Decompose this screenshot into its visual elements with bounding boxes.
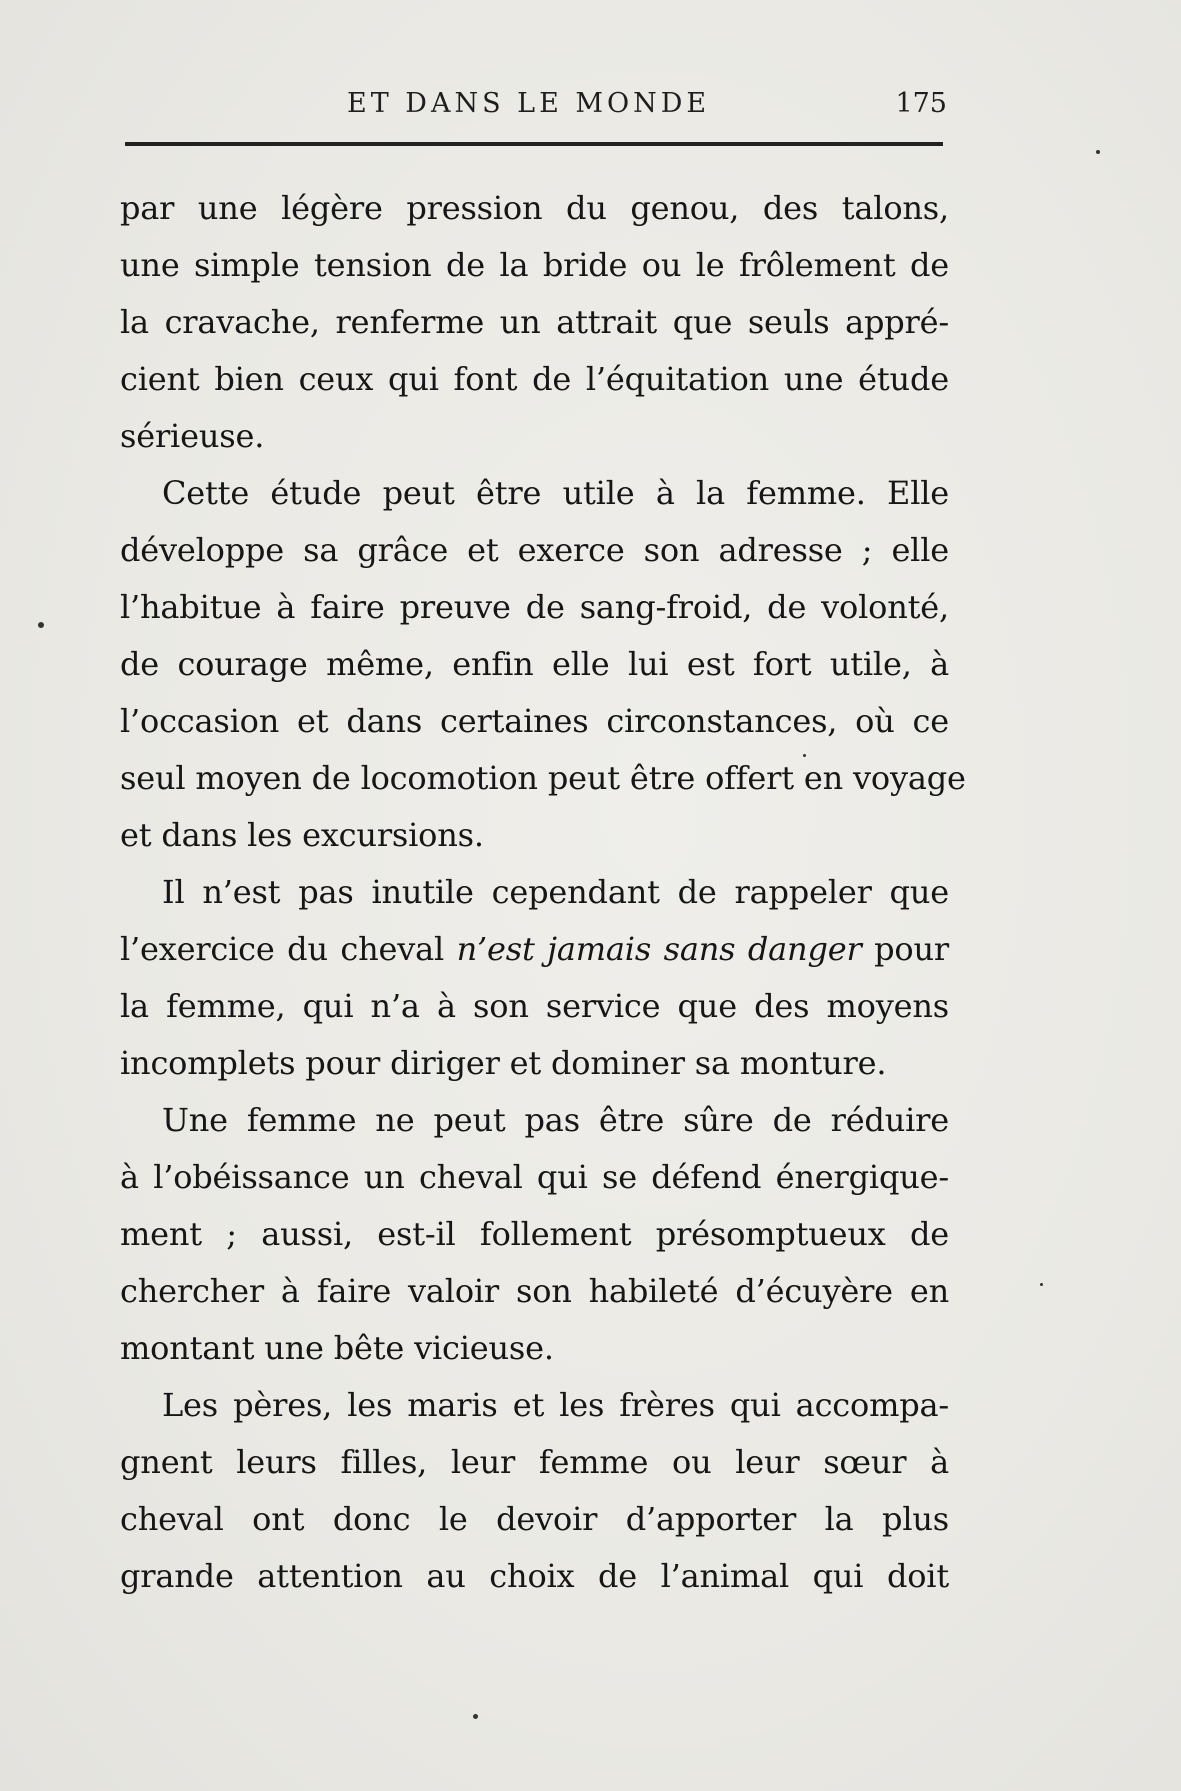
text-line: la cravache, renferme un attrait que seuls appré- (120, 303, 949, 341)
text-line: Il n’est pas inutile cependant de rappeler que (162, 873, 949, 911)
text-line: gnent leurs filles, leur femme ou leur sœur à (120, 1443, 949, 1481)
paper-speck (473, 1714, 478, 1719)
body-text (120, 180, 966, 1605)
header-rule (125, 142, 943, 146)
text-line: de courage même, enfin elle lui est fort utile, à (120, 645, 949, 683)
paper-speck (38, 622, 44, 628)
text-line: ment ; aussi, est-il follement présomptueux de (120, 1215, 949, 1253)
paper-speck (1040, 1283, 1043, 1286)
text-line: chercher à faire valoir son habileté d’écuyère en (120, 1272, 949, 1310)
paper-speck (803, 754, 806, 757)
text-line: l’occasion et dans certaines circonstances, où ce (120, 702, 949, 740)
text-line: seul moyen de locomotion peut être offert en voyage (120, 759, 966, 797)
text-line: montant une bête vicieuse. (120, 1329, 554, 1367)
text-line: la femme, qui n’a à son service que des moyens (120, 987, 949, 1025)
text-line: grande attention au choix de l’animal qui doit (120, 1557, 949, 1595)
text-line: Cette étude peut être utile à la femme. Elle (162, 474, 949, 512)
page-number: 175 (895, 88, 947, 119)
text-line: et dans les excursions. (120, 816, 484, 854)
text-line: Une femme ne peut pas être sûre de réduire (162, 1101, 949, 1139)
text-line: cheval ont donc le devoir d’apporter la plus (120, 1500, 949, 1538)
italic-emphasis: n’est jamais sans danger (456, 930, 862, 968)
running-head (125, 84, 947, 124)
text-line: à l’obéissance un cheval qui se défend énergique- (120, 1158, 949, 1196)
text-line: incomplets pour diriger et dominer sa monture. (120, 1044, 887, 1082)
text-line: une simple tension de la bride ou le frôlement de (120, 246, 949, 284)
text-line: par une légère pression du genou, des talons, (120, 189, 949, 227)
text-line: développe sa grâce et exerce son adresse ; elle (120, 531, 949, 569)
text-line: l’habitue à faire preuve de sang-froid, de volonté, (120, 588, 949, 626)
text-line: Les pères, les maris et les frères qui accompa- (162, 1386, 949, 1424)
text-line: sérieuse. (120, 417, 265, 455)
paper-speck (1096, 150, 1100, 154)
text-line: cient bien ceux qui font de l’équitation une étude (120, 360, 949, 398)
running-title: ET DANS LE MONDE (347, 88, 711, 119)
text-line (120, 921, 949, 978)
text-run: l’exercice du cheval (120, 930, 445, 968)
text-run: pour (874, 930, 949, 968)
